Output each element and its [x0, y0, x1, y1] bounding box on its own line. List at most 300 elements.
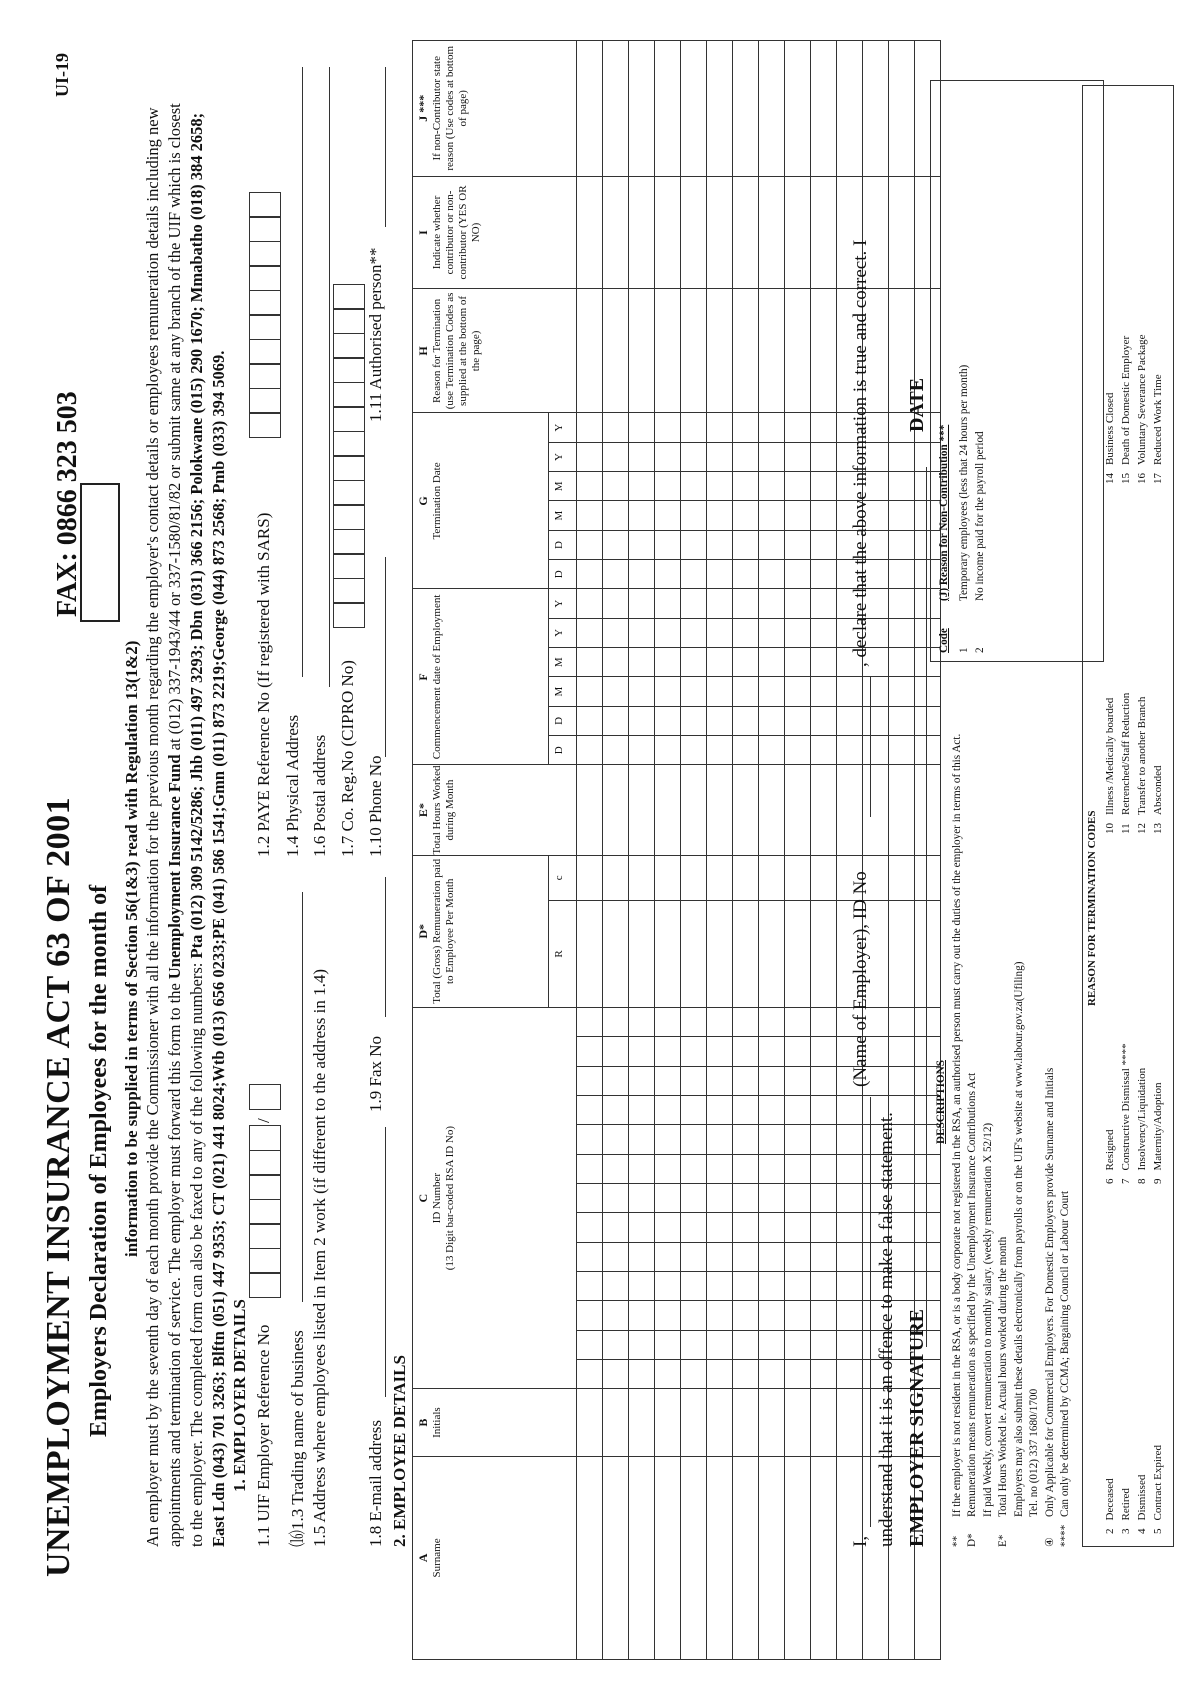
table-cell[interactable]: [707, 413, 733, 442]
table-cell[interactable]: [785, 618, 811, 647]
table-cell[interactable]: [681, 1456, 707, 1659]
table-cell[interactable]: [577, 1330, 603, 1359]
table-cell[interactable]: [837, 1242, 863, 1271]
table-cell[interactable]: [707, 1007, 733, 1036]
table-cell[interactable]: [577, 900, 603, 1007]
table-cell[interactable]: [759, 1389, 785, 1457]
table-cell[interactable]: [629, 413, 655, 442]
table-cell[interactable]: [655, 855, 681, 900]
table-cell[interactable]: [655, 1389, 681, 1457]
table-cell[interactable]: [759, 1456, 785, 1659]
table-cell[interactable]: [655, 41, 681, 177]
table-cell[interactable]: [707, 1242, 733, 1271]
table-cell[interactable]: [577, 1301, 603, 1330]
table-cell[interactable]: [681, 1095, 707, 1124]
table-cell[interactable]: [811, 176, 837, 289]
table-cell[interactable]: [681, 648, 707, 677]
table-cell[interactable]: [629, 1007, 655, 1036]
table-cell[interactable]: [577, 1242, 603, 1271]
table-cell[interactable]: [629, 530, 655, 559]
table-cell[interactable]: [681, 618, 707, 647]
table-cell[interactable]: [629, 855, 655, 900]
table-cell[interactable]: [577, 1125, 603, 1154]
table-cell[interactable]: [629, 560, 655, 589]
table-cell[interactable]: [681, 1213, 707, 1242]
table-cell[interactable]: [889, 618, 915, 647]
table-cell[interactable]: [629, 41, 655, 177]
table-cell[interactable]: [811, 1271, 837, 1300]
table-cell[interactable]: [759, 1183, 785, 1212]
table-cell[interactable]: [733, 1359, 759, 1388]
table-cell[interactable]: [889, 648, 915, 677]
table-cell[interactable]: [733, 900, 759, 1007]
table-cell[interactable]: [707, 560, 733, 589]
table-cell[interactable]: [655, 176, 681, 289]
table-cell[interactable]: [785, 560, 811, 589]
table-cell[interactable]: [811, 677, 837, 706]
table-cell[interactable]: [811, 1330, 837, 1359]
table-cell[interactable]: [733, 1183, 759, 1212]
table-cell[interactable]: [577, 677, 603, 706]
uif-ref-input[interactable]: [249, 1126, 281, 1298]
table-cell[interactable]: [811, 1301, 837, 1330]
table-cell[interactable]: [733, 855, 759, 900]
table-cell[interactable]: [811, 648, 837, 677]
table-cell[interactable]: [577, 765, 603, 855]
table-cell[interactable]: [889, 706, 915, 735]
table-cell[interactable]: [707, 41, 733, 177]
table-cell[interactable]: [837, 41, 863, 177]
table-cell[interactable]: [785, 589, 811, 618]
table-cell[interactable]: [603, 706, 629, 735]
table-cell[interactable]: [733, 413, 759, 442]
table-cell[interactable]: [603, 1301, 629, 1330]
table-cell[interactable]: [603, 1007, 629, 1036]
table-cell[interactable]: [759, 1007, 785, 1036]
table-cell[interactable]: [681, 413, 707, 442]
table-cell[interactable]: [759, 900, 785, 1007]
table-cell[interactable]: [785, 648, 811, 677]
table-cell[interactable]: [603, 1271, 629, 1300]
table-cell[interactable]: [681, 1125, 707, 1154]
table-cell[interactable]: [681, 677, 707, 706]
table-cell[interactable]: [655, 736, 681, 765]
table-cell[interactable]: [811, 1183, 837, 1212]
employer-signature-input[interactable]: [926, 467, 927, 1347]
table-cell[interactable]: [629, 589, 655, 618]
table-cell[interactable]: [785, 706, 811, 735]
table-cell[interactable]: [733, 1213, 759, 1242]
table-cell[interactable]: [837, 1125, 863, 1154]
table-cell[interactable]: [811, 501, 837, 530]
table-cell[interactable]: [681, 1301, 707, 1330]
table-cell[interactable]: [811, 589, 837, 618]
table-cell[interactable]: [577, 1037, 603, 1066]
table-cell[interactable]: [577, 1066, 603, 1095]
table-cell[interactable]: [681, 900, 707, 1007]
table-cell[interactable]: [759, 855, 785, 900]
table-cell[interactable]: [837, 1330, 863, 1359]
table-cell[interactable]: [733, 1389, 759, 1457]
table-cell[interactable]: [655, 1301, 681, 1330]
table-cell[interactable]: [577, 648, 603, 677]
table-cell[interactable]: [785, 41, 811, 177]
table-cell[interactable]: [655, 706, 681, 735]
table-cell[interactable]: [733, 1456, 759, 1659]
table-cell[interactable]: [655, 1359, 681, 1388]
table-cell[interactable]: [629, 677, 655, 706]
table-cell[interactable]: [707, 1213, 733, 1242]
table-cell[interactable]: [733, 1007, 759, 1036]
table-cell[interactable]: [603, 1213, 629, 1242]
table-cell[interactable]: [889, 472, 915, 501]
table-cell[interactable]: [707, 1066, 733, 1095]
table-cell[interactable]: [811, 472, 837, 501]
table-cell[interactable]: [785, 289, 811, 413]
table-cell[interactable]: [785, 855, 811, 900]
table-cell[interactable]: [889, 1066, 915, 1095]
table-cell[interactable]: [603, 1037, 629, 1066]
table-cell[interactable]: [577, 413, 603, 442]
table-cell[interactable]: [811, 765, 837, 855]
table-cell[interactable]: [759, 618, 785, 647]
table-cell[interactable]: [889, 765, 915, 855]
phone-input[interactable]: [385, 557, 386, 757]
table-cell[interactable]: [811, 1066, 837, 1095]
table-cell[interactable]: [629, 765, 655, 855]
table-cell[interactable]: [629, 1066, 655, 1095]
table-cell[interactable]: [629, 1301, 655, 1330]
table-cell[interactable]: [603, 677, 629, 706]
table-cell[interactable]: [681, 1007, 707, 1036]
table-cell[interactable]: [785, 176, 811, 289]
table-cell[interactable]: [733, 176, 759, 289]
table-cell[interactable]: [681, 1242, 707, 1271]
table-cell[interactable]: [629, 648, 655, 677]
table-cell[interactable]: [603, 765, 629, 855]
table-cell[interactable]: [577, 442, 603, 471]
table-cell[interactable]: [759, 677, 785, 706]
table-cell[interactable]: [655, 1125, 681, 1154]
table-cell[interactable]: [629, 1330, 655, 1359]
table-cell[interactable]: [785, 1183, 811, 1212]
table-cell[interactable]: [733, 1330, 759, 1359]
table-cell[interactable]: [603, 1456, 629, 1659]
table-cell[interactable]: [603, 648, 629, 677]
table-cell[interactable]: [759, 289, 785, 413]
table-cell[interactable]: [655, 1007, 681, 1036]
table-cell[interactable]: [629, 472, 655, 501]
table-cell[interactable]: [577, 855, 603, 900]
table-cell[interactable]: [707, 1125, 733, 1154]
table-cell[interactable]: [785, 1007, 811, 1036]
table-cell[interactable]: [759, 706, 785, 735]
table-cell[interactable]: [577, 618, 603, 647]
table-cell[interactable]: [785, 1154, 811, 1183]
table-cell[interactable]: [837, 765, 863, 855]
table-cell[interactable]: [577, 1095, 603, 1124]
table-cell[interactable]: [759, 1095, 785, 1124]
table-cell[interactable]: [863, 765, 889, 855]
table-cell[interactable]: [811, 442, 837, 471]
table-cell[interactable]: [811, 1359, 837, 1388]
table-cell[interactable]: [759, 1242, 785, 1271]
table-cell[interactable]: [577, 176, 603, 289]
table-cell[interactable]: [889, 442, 915, 471]
table-cell[interactable]: [577, 530, 603, 559]
table-cell[interactable]: [655, 1271, 681, 1300]
table-cell[interactable]: [603, 589, 629, 618]
table-cell[interactable]: [603, 1242, 629, 1271]
table-cell[interactable]: [759, 560, 785, 589]
table-cell[interactable]: [785, 1066, 811, 1095]
table-cell[interactable]: [603, 1066, 629, 1095]
table-cell[interactable]: [681, 176, 707, 289]
table-cell[interactable]: [655, 501, 681, 530]
table-cell[interactable]: [629, 1242, 655, 1271]
table-cell[interactable]: [681, 1330, 707, 1359]
table-cell[interactable]: [733, 1301, 759, 1330]
table-cell[interactable]: [759, 442, 785, 471]
table-cell[interactable]: [707, 1271, 733, 1300]
table-cell[interactable]: [707, 1154, 733, 1183]
table-cell[interactable]: [603, 530, 629, 559]
table-cell[interactable]: [603, 1095, 629, 1124]
table-cell[interactable]: [707, 677, 733, 706]
table-cell[interactable]: [681, 855, 707, 900]
table-cell[interactable]: [681, 1359, 707, 1388]
table-cell[interactable]: [759, 472, 785, 501]
table-cell[interactable]: [759, 765, 785, 855]
table-cell[interactable]: [811, 1154, 837, 1183]
table-cell[interactable]: [837, 706, 863, 735]
table-cell[interactable]: [681, 41, 707, 177]
table-cell[interactable]: [655, 1183, 681, 1212]
table-cell[interactable]: [889, 677, 915, 706]
table-cell[interactable]: [759, 530, 785, 559]
table-cell[interactable]: [655, 530, 681, 559]
table-cell[interactable]: [733, 1037, 759, 1066]
table-cell[interactable]: [785, 1125, 811, 1154]
table-cell[interactable]: [811, 1456, 837, 1659]
table-cell[interactable]: [655, 1456, 681, 1659]
table-cell[interactable]: [655, 1037, 681, 1066]
table-cell[interactable]: [629, 442, 655, 471]
table-cell[interactable]: [837, 1271, 863, 1300]
table-cell[interactable]: [889, 530, 915, 559]
table-cell[interactable]: [785, 1213, 811, 1242]
table-cell[interactable]: [603, 1389, 629, 1457]
table-cell[interactable]: [811, 560, 837, 589]
table-cell[interactable]: [863, 706, 889, 735]
table-cell[interactable]: [707, 1359, 733, 1388]
table-cell[interactable]: [811, 1242, 837, 1271]
table-cell[interactable]: [759, 1037, 785, 1066]
table-cell[interactable]: [889, 1037, 915, 1066]
email-input[interactable]: [385, 1127, 386, 1397]
table-cell[interactable]: [889, 560, 915, 589]
table-cell[interactable]: [603, 176, 629, 289]
table-cell[interactable]: [603, 289, 629, 413]
table-cell[interactable]: [629, 1359, 655, 1388]
table-cell[interactable]: [603, 413, 629, 442]
table-cell[interactable]: [889, 589, 915, 618]
table-cell[interactable]: [759, 501, 785, 530]
table-cell[interactable]: [655, 1330, 681, 1359]
table-cell[interactable]: [811, 289, 837, 413]
table-cell[interactable]: [603, 560, 629, 589]
table-cell[interactable]: [629, 706, 655, 735]
table-cell[interactable]: [785, 765, 811, 855]
table-cell[interactable]: [681, 501, 707, 530]
table-cell[interactable]: [655, 1242, 681, 1271]
table-cell[interactable]: [603, 1125, 629, 1154]
table-cell[interactable]: [837, 1183, 863, 1212]
table-cell[interactable]: [577, 501, 603, 530]
table-cell[interactable]: [759, 41, 785, 177]
table-cell[interactable]: [655, 1213, 681, 1242]
table-cell[interactable]: [577, 1213, 603, 1242]
table-cell[interactable]: [811, 1095, 837, 1124]
table-cell[interactable]: [655, 1154, 681, 1183]
table-cell[interactable]: [655, 648, 681, 677]
table-cell[interactable]: [759, 1359, 785, 1388]
table-cell[interactable]: [707, 176, 733, 289]
table-cell[interactable]: [785, 900, 811, 1007]
table-cell[interactable]: [837, 1095, 863, 1124]
table-cell[interactable]: [785, 677, 811, 706]
table-cell[interactable]: [603, 900, 629, 1007]
table-cell[interactable]: [785, 1301, 811, 1330]
table-cell[interactable]: [577, 736, 603, 765]
table-cell[interactable]: [759, 648, 785, 677]
table-cell[interactable]: [577, 289, 603, 413]
table-cell[interactable]: [733, 706, 759, 735]
table-cell[interactable]: [577, 472, 603, 501]
table-cell[interactable]: [655, 1066, 681, 1095]
table-cell[interactable]: [707, 1095, 733, 1124]
table-cell[interactable]: [707, 618, 733, 647]
table-cell[interactable]: [655, 289, 681, 413]
table-cell[interactable]: [733, 765, 759, 855]
table-cell[interactable]: [629, 1154, 655, 1183]
table-cell[interactable]: [707, 472, 733, 501]
table-cell[interactable]: [837, 1359, 863, 1388]
table-cell[interactable]: [837, 1154, 863, 1183]
table-cell[interactable]: [577, 1154, 603, 1183]
table-cell[interactable]: [577, 560, 603, 589]
table-cell[interactable]: [681, 1271, 707, 1300]
table-cell[interactable]: [629, 1389, 655, 1457]
table-cell[interactable]: [733, 677, 759, 706]
table-cell[interactable]: [707, 442, 733, 471]
table-cell[interactable]: [629, 289, 655, 413]
table-cell[interactable]: [759, 413, 785, 442]
table-cell[interactable]: [733, 648, 759, 677]
table-cell[interactable]: [785, 442, 811, 471]
table-cell[interactable]: [629, 618, 655, 647]
table-cell[interactable]: [889, 176, 915, 289]
table-cell[interactable]: [707, 1037, 733, 1066]
table-cell[interactable]: [681, 765, 707, 855]
table-cell[interactable]: [759, 589, 785, 618]
table-cell[interactable]: [889, 1007, 915, 1036]
table-cell[interactable]: [681, 1183, 707, 1212]
table-cell[interactable]: [603, 736, 629, 765]
table-cell[interactable]: [681, 706, 707, 735]
table-cell[interactable]: [759, 1271, 785, 1300]
table-cell[interactable]: [603, 1359, 629, 1388]
table-cell[interactable]: [785, 1456, 811, 1659]
table-cell[interactable]: [655, 472, 681, 501]
table-cell[interactable]: [811, 900, 837, 1007]
table-cell[interactable]: [707, 648, 733, 677]
table-cell[interactable]: [837, 1456, 863, 1659]
table-cell[interactable]: [577, 1456, 603, 1659]
table-cell[interactable]: [733, 530, 759, 559]
table-cell[interactable]: [889, 855, 915, 900]
table-cell[interactable]: [655, 560, 681, 589]
table-cell[interactable]: [811, 413, 837, 442]
table-cell[interactable]: [733, 1125, 759, 1154]
table-cell[interactable]: [655, 589, 681, 618]
table-cell[interactable]: [681, 1389, 707, 1457]
table-cell[interactable]: [577, 1007, 603, 1036]
uif-ref-check-input[interactable]: [249, 1085, 281, 1110]
table-cell[interactable]: [707, 1183, 733, 1212]
declaration-name-input[interactable]: [870, 1097, 871, 1527]
table-cell[interactable]: [785, 1330, 811, 1359]
table-cell[interactable]: [733, 1242, 759, 1271]
table-cell[interactable]: [707, 736, 733, 765]
table-cell[interactable]: [733, 501, 759, 530]
table-cell[interactable]: [733, 736, 759, 765]
table-cell[interactable]: [863, 41, 889, 177]
table-cell[interactable]: [603, 618, 629, 647]
table-cell[interactable]: [629, 1271, 655, 1300]
table-cell[interactable]: [577, 1359, 603, 1388]
table-cell[interactable]: [811, 1125, 837, 1154]
authorised-person-input[interactable]: [385, 67, 386, 227]
table-cell[interactable]: [759, 1154, 785, 1183]
co-reg-input[interactable]: [333, 284, 365, 627]
table-cell[interactable]: [681, 289, 707, 413]
table-cell[interactable]: [681, 442, 707, 471]
table-cell[interactable]: [837, 1213, 863, 1242]
table-cell[interactable]: [759, 1213, 785, 1242]
table-cell[interactable]: [707, 1456, 733, 1659]
table-cell[interactable]: [655, 618, 681, 647]
table-cell[interactable]: [837, 1301, 863, 1330]
table-cell[interactable]: [811, 1037, 837, 1066]
table-cell[interactable]: [655, 442, 681, 471]
table-cell[interactable]: [577, 1271, 603, 1300]
table-cell[interactable]: [655, 765, 681, 855]
table-cell[interactable]: [629, 1037, 655, 1066]
table-cell[interactable]: [837, 1389, 863, 1457]
table-cell[interactable]: [759, 1301, 785, 1330]
table-cell[interactable]: [837, 677, 863, 706]
table-cell[interactable]: [629, 1125, 655, 1154]
table-cell[interactable]: [629, 176, 655, 289]
table-cell[interactable]: [603, 855, 629, 900]
postal-address-input[interactable]: [329, 67, 330, 687]
physical-address-input[interactable]: [302, 67, 303, 677]
table-cell[interactable]: [603, 442, 629, 471]
table-cell[interactable]: [707, 855, 733, 900]
table-cell[interactable]: [603, 472, 629, 501]
table-cell[interactable]: [681, 589, 707, 618]
